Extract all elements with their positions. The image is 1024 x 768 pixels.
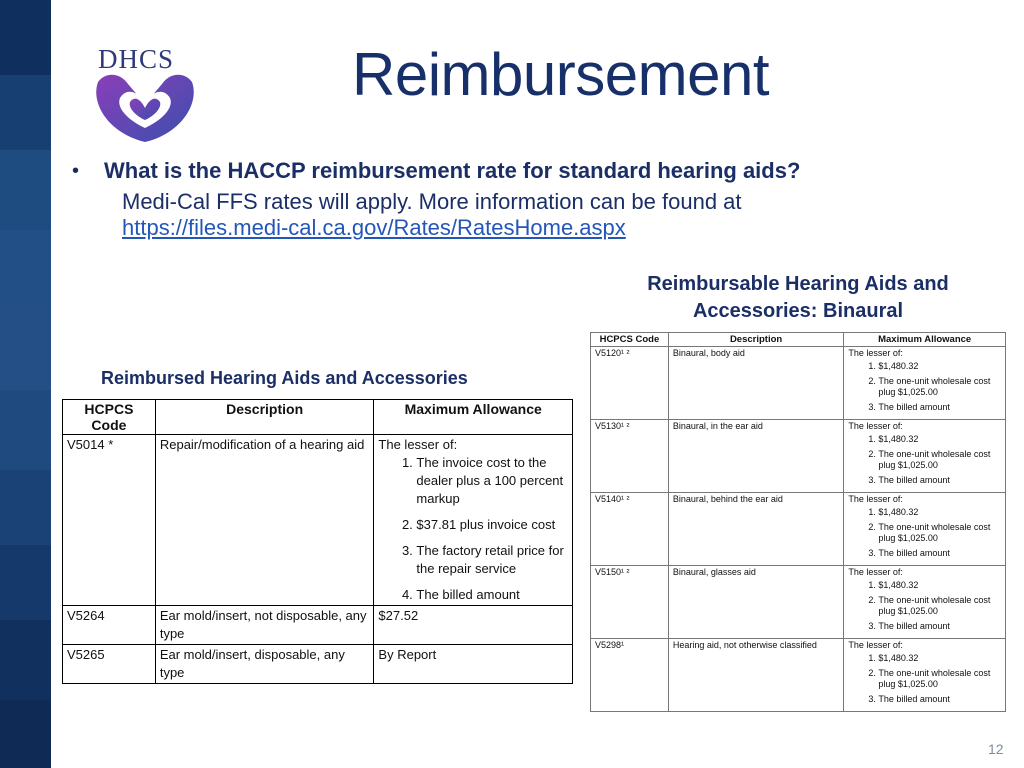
heart-hands-icon [90, 64, 200, 144]
page-title: Reimbursement [352, 41, 769, 108]
allowance-list [378, 454, 568, 604]
binaural-hearing-aids-table [590, 332, 1006, 712]
table-row [63, 645, 573, 684]
cell-description: Binaural, glasses aid [668, 566, 844, 639]
list-item: 3. The billed amount [878, 621, 1001, 632]
list-item: 3. The factory retail price for the repair service [416, 542, 568, 578]
cell-allowance: By Report [374, 645, 573, 684]
cell-description: Repair/modification of a hearing aid [155, 435, 374, 606]
table-header-row [63, 400, 573, 435]
list-item: 2. The one-unit wholesale cost plug $1,025.00 [878, 376, 1001, 398]
faq-question: What is the HACCP reimbursement rate for standard hearing aids? [104, 158, 801, 183]
header-hcpcs: HCPCS Code [591, 333, 669, 347]
cell-description: Binaural, body aid [668, 347, 844, 420]
cell-allowance [844, 420, 1006, 493]
table-row [591, 566, 1006, 639]
cell-code: V5140¹ ² [591, 493, 669, 566]
header-description: Description [668, 333, 844, 347]
page-number: 12 [988, 741, 1004, 757]
cell-allowance [844, 493, 1006, 566]
reimbursed-accessories-table [62, 399, 573, 684]
list-item: 1. $1,480.32 [878, 653, 1001, 664]
left-sidebar-band [0, 0, 51, 768]
table-row [63, 435, 573, 606]
list-item: 2. The one-unit wholesale cost plug $1,025.00 [878, 595, 1001, 617]
list-item: 1. $1,480.32 [878, 507, 1001, 518]
header-allowance: Maximum Allowance [844, 333, 1006, 347]
list-item: 1. $1,480.32 [878, 361, 1001, 372]
list-item: 3. The billed amount [878, 694, 1001, 705]
table-row [591, 639, 1006, 712]
allowance-intro: The lesser of: [848, 348, 903, 358]
allowance-list [848, 507, 1001, 559]
bullet-dot: • [72, 160, 80, 182]
list-item: 2. $37.81 plus invoice cost [416, 516, 568, 534]
allowance-intro: The lesser of: [848, 494, 903, 504]
table-row [591, 347, 1006, 420]
table-row [63, 606, 573, 645]
allowance-intro: The lesser of: [848, 421, 903, 431]
cell-code: V5150¹ ² [591, 566, 669, 639]
table-row [591, 493, 1006, 566]
list-item: 4. The billed amount [416, 586, 568, 604]
dhcs-logo [90, 44, 202, 144]
cell-code: V5120¹ ² [591, 347, 669, 420]
caption-line-1: Reimbursable Hearing Aids and [647, 273, 949, 295]
list-item: 1. $1,480.32 [878, 434, 1001, 445]
list-item: 2. The one-unit wholesale cost plug $1,025.00 [878, 449, 1001, 471]
cell-code: V5265 [63, 645, 156, 684]
list-item: 2. The one-unit wholesale cost plug $1,025.00 [878, 668, 1001, 690]
header-hcpcs: HCPCS Code [63, 400, 156, 435]
cell-allowance [844, 347, 1006, 420]
cell-description: Ear mold/insert, disposable, any type [155, 645, 374, 684]
table-header-row [591, 333, 1006, 347]
list-item: 3. The billed amount [878, 475, 1001, 486]
cell-code: V5130¹ ² [591, 420, 669, 493]
cell-description: Binaural, behind the ear aid [668, 493, 844, 566]
allowance-list [848, 580, 1001, 632]
cell-code: V5014 * [63, 435, 156, 606]
answer-text: Medi-Cal FFS rates will apply. More information can be found at [122, 189, 742, 214]
cell-allowance [374, 435, 573, 606]
binaural-table-caption [610, 271, 986, 325]
allowance-intro: The lesser of: [848, 640, 903, 650]
list-item: 2. The one-unit wholesale cost plug $1,025.00 [878, 522, 1001, 544]
allowance-list [848, 434, 1001, 486]
logo-text: DHCS [98, 44, 175, 74]
list-item: 3. The billed amount [878, 402, 1001, 413]
cell-description: Ear mold/insert, not disposable, any type [155, 606, 374, 645]
cell-code: V5298¹ [591, 639, 669, 712]
cell-code: V5264 [63, 606, 156, 645]
reimbursed-table-caption: Reimbursed Hearing Aids and Accessories [101, 368, 468, 388]
header-description: Description [155, 400, 374, 435]
list-item: 1. $1,480.32 [878, 580, 1001, 591]
cell-description: Binaural, in the ear aid [668, 420, 844, 493]
list-item: 3. The billed amount [878, 548, 1001, 559]
allowance-intro: The lesser of: [848, 567, 903, 577]
header-allowance: Maximum Allowance [374, 400, 573, 435]
table-row [591, 420, 1006, 493]
allowance-intro: The lesser of: [378, 437, 458, 452]
rates-link[interactable]: https://files.medi-cal.ca.gov/Rates/RatesHome.aspx [122, 215, 626, 240]
allowance-list [848, 653, 1001, 705]
cell-description: Hearing aid, not otherwise classified [668, 639, 844, 712]
cell-allowance [844, 639, 1006, 712]
allowance-list [848, 361, 1001, 413]
caption-line-2: Accessories: Binaural [692, 300, 904, 322]
cell-allowance [844, 566, 1006, 639]
list-item: 1. The invoice cost to the dealer plus a 100 percent markup [416, 454, 568, 508]
cell-allowance: $27.52 [374, 606, 573, 645]
faq-answer [122, 189, 742, 241]
